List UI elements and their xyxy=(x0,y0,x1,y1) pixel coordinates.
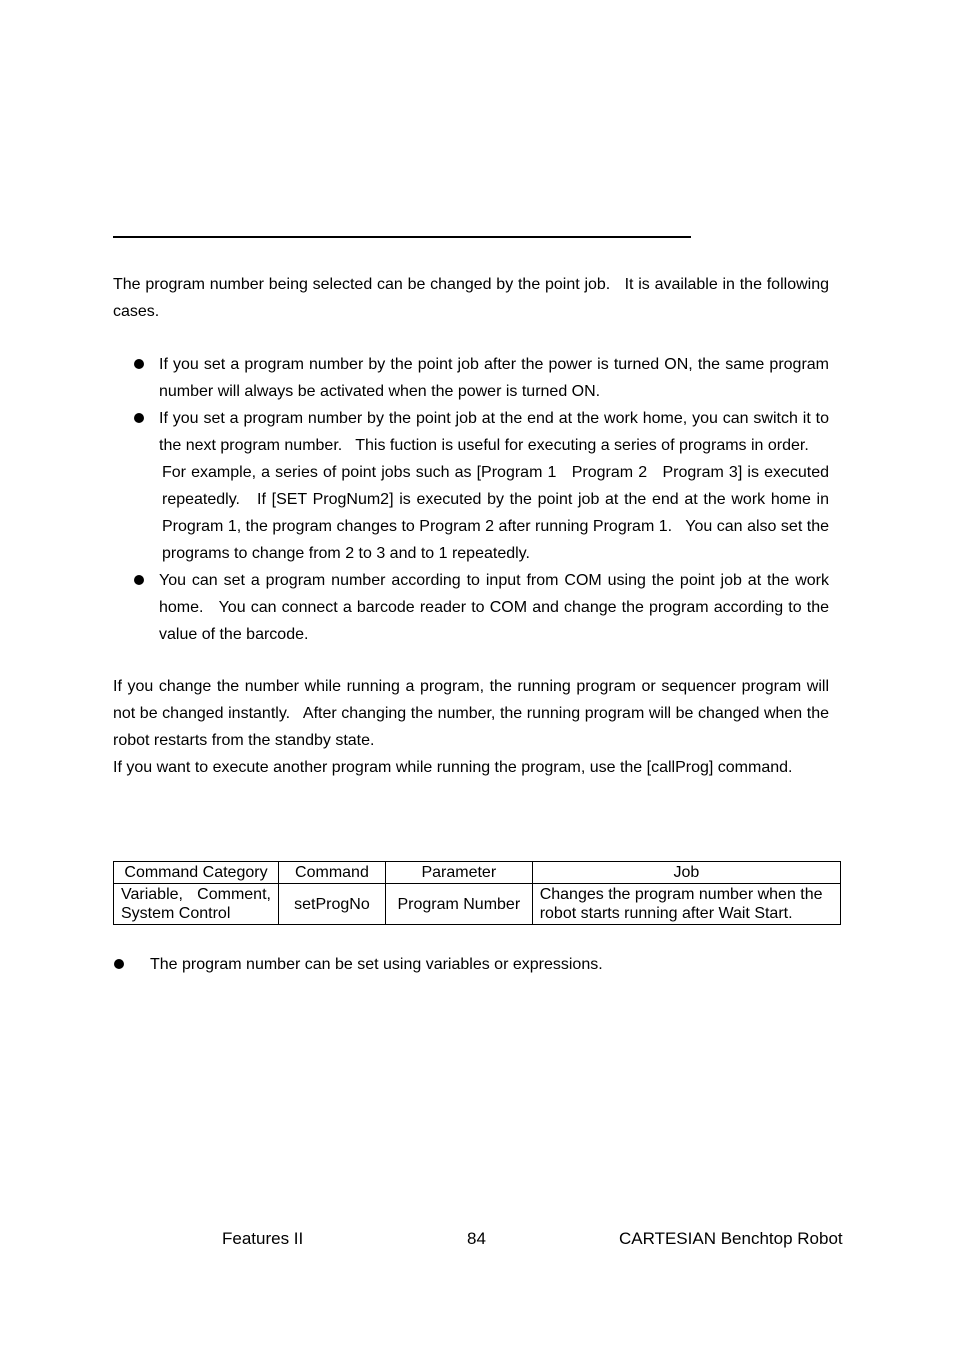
section-heading-rule xyxy=(113,236,691,238)
intro-paragraph: The program number being selected can be changed by the point job. It is available in the following cases. xyxy=(113,276,829,320)
cell-job: Changes the program number when the robot starts running after Wait Start. xyxy=(532,884,840,925)
list-item xyxy=(113,405,829,567)
change-paragraph: If you change the number while running a program, the running program or sequencer program will not be changed instantly. After changing the number, the running program will be changed when the robot restarts from the standby state. xyxy=(113,678,829,749)
list-item xyxy=(113,351,829,405)
footer-section-title: Features II xyxy=(222,1229,304,1248)
header-parameter: Parameter xyxy=(385,862,532,884)
cell-category: Variable, Comment, System Control xyxy=(114,884,279,925)
bullet-icon xyxy=(134,575,144,585)
list-item-text: You can set a program number according to input from COM using the point job at the work home. You can connect a barcode reader to COM and change the program according to the value of the barcode. xyxy=(159,572,829,643)
footer-manual-title: CARTESIAN Benchtop Robot xyxy=(619,1229,843,1248)
cell-parameter: Program Number xyxy=(385,884,532,925)
bullet-icon xyxy=(134,413,144,423)
command-table xyxy=(113,861,841,925)
footer-page-number: 84 xyxy=(467,1229,486,1248)
note-item xyxy=(113,951,829,978)
list-item-example: For example, a series of point jobs such as [Program 1 Program 2 Program 3] is executed repeatedly. If [SET ProgNum2] is executed by the point job at the end at the work home in Program 1, the program changes to Program 2 after running Program 1. You can also set the programs to change from 2 to 3 and to 1 repeatedly. xyxy=(162,464,829,562)
bullet-icon xyxy=(134,359,144,369)
header-job: Job xyxy=(532,862,840,884)
list-item-text: If you set a program number by the point job after the power is turned ON, the same program number will always be activated when the power is turned ON. xyxy=(159,356,829,400)
cases-list xyxy=(113,351,829,648)
callprog-paragraph: If you want to execute another program while running the program, use the [callProg] command. xyxy=(113,759,793,776)
note-text: The program number can be set using variables or expressions. xyxy=(150,956,603,973)
list-item-text: If you set a program number by the point job at the end at the work home, you can switch it to the next program number. This fuction is useful for executing a series of programs in order. xyxy=(159,410,829,454)
table-header-row xyxy=(114,862,841,884)
bullet-icon xyxy=(114,959,124,969)
table-row xyxy=(114,884,841,925)
cell-command: setProgNo xyxy=(278,884,385,925)
list-item xyxy=(113,567,829,648)
header-command-category: Command Category xyxy=(114,862,279,884)
change-notes xyxy=(113,673,829,781)
header-command: Command xyxy=(278,862,385,884)
